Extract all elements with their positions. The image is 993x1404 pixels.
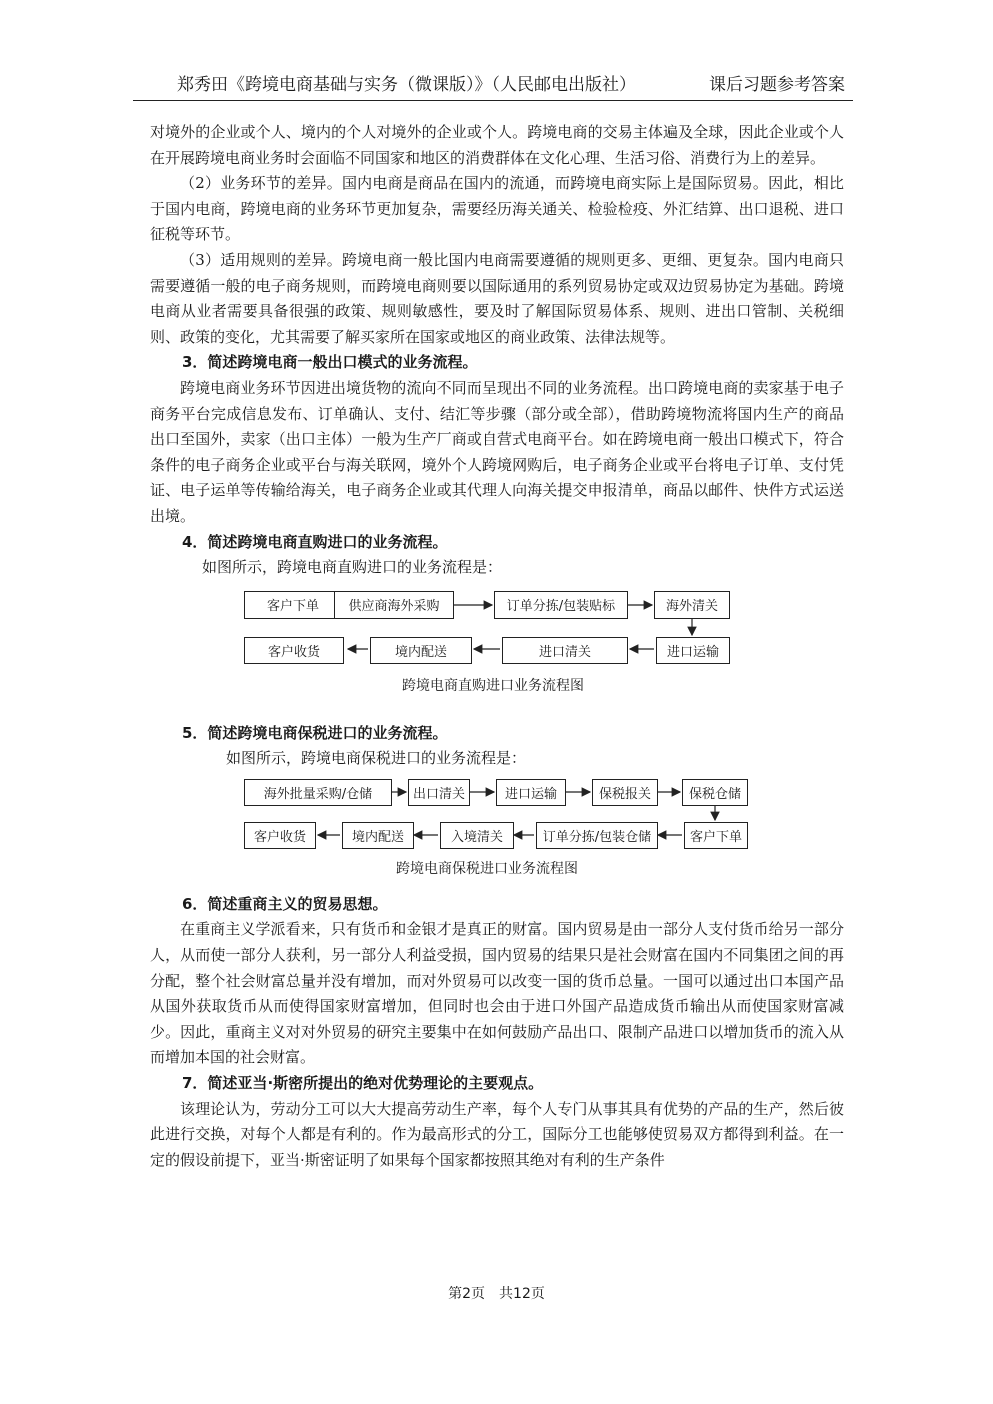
answer-4-lead: 如图所示，跨境电商直购进口的业务流程是：	[202, 558, 503, 577]
answer-5-lead: 如图所示，跨境电商保税进口的业务流程是：	[226, 749, 527, 768]
flow2-box-domestic-delivery: 境内配送	[342, 822, 414, 849]
flow1-box-domestic-delivery: 境内配送	[370, 637, 472, 664]
flow1-box-overseas-purchase: 供应商海外采购	[334, 591, 454, 619]
header-subtitle: 课后习题参考答案	[709, 75, 845, 95]
flow2-box-entry-clearance: 入境清关	[440, 822, 514, 849]
flow1-box-import-clearance: 进口清关	[502, 637, 628, 664]
page-content	[150, 120, 844, 1173]
flow2-box-order-sorting: 订单分拣/包装仓储	[536, 822, 658, 849]
answer-3: 跨境电商业务环节因进出境货物的流向不同而呈现出不同的业务流程。出口跨境电商的卖家基于电子商务平台完成信息发布、订单确认、支付、结汇等步骤（部分或全部），借助跨境物流将国内生产的商品出口至国外，卖家（出口主体）一般为生产厂商或自营式电商平台。如在跨境电商一般出口模式下，符合条件的电子商务企业或平台与海关联网，境外个人跨境网购后，电子商务企业或平台将电子订单、支付凭证、电子运单等传输给海关，电子商务企业或其代理人向海关提交申报清单，商品以邮件、快件方式运送出境。	[150, 378, 844, 525]
flow1-box-import-transport: 进口运输	[656, 637, 730, 664]
paragraph-2: （2）业务环节的差异。国内电商是商品在国内的流通，而跨境电商实际上是国际贸易。因此，相比于国内电商，跨境电商的业务环节更加复杂，需要经历海关通关、检验检疫、外汇结算、出口退税、进口征税等环节。	[150, 174, 844, 244]
direct-import-flowchart	[150, 581, 844, 721]
flow2-box-bulk-purchase: 海外批量采购/仓储	[244, 779, 392, 806]
answer-7: 该理论认为，劳动分工可以大大提高劳动生产率，每个人专门从事其具有优势的产品的生产，然后彼此进行交换，对每个人都是有利的。作为最高形式的分工，国际分工也能够使贸易双方都得到利益。在一定的假设前提下，亚当·斯密证明了如果每个国家都按照其绝对有利的生产条件	[150, 1099, 844, 1169]
flow1-box-customer-order: 客户下单	[244, 591, 342, 619]
flow1-box-overseas-clearance: 海外清关	[654, 591, 730, 619]
flow1-box-customer-receipt: 客户收货	[244, 637, 344, 664]
flow2-box-bonded-warehouse: 保税仓储	[682, 779, 748, 806]
flow2-box-customer-receipt: 客户收货	[244, 822, 316, 849]
paragraph-3: （3）适用规则的差异。跨境电商一般比国内电商需要遵循的规则更多、更细、更复杂。国内电商只需要遵循一般的电子商务规则，而跨境电商则要以国际通用的系列贸易协定或双边贸易协定为基础。跨境电商从业者需要具备很强的政策、规则敏感性，要及时了解国际贸易体系、规则、进出口管制、关税细则、政策的变化，尤其需要了解买家所在国家或地区的商业政策、法律法规等。	[150, 250, 844, 346]
flow2-box-import-transport: 进口运输	[496, 779, 566, 806]
question-4: 4．简述跨境电商直购进口的业务流程。	[182, 532, 448, 551]
flow2-box-bonded-declaration: 保税报关	[592, 779, 658, 806]
header-book-title: 郑秀田《跨境电商基础与实务（微课版）》（人民邮电出版社）	[177, 75, 636, 95]
flow2-box-export-clearance: 出口清关	[408, 779, 470, 806]
flow2-caption: 跨境电商保税进口业务流程图	[396, 860, 578, 877]
bonded-import-flowchart	[150, 772, 844, 892]
question-7: 7．简述亚当·斯密所提出的绝对优势理论的主要观点。	[182, 1074, 544, 1093]
paragraph-1: 对境外的企业或个人、境内的个人对境外的企业或个人。跨境电商的交易主体遍及全球，因此企业或个人在开展跨境电商业务时会面临不同国家和地区的消费群体在文化心理、生活习俗、消费行为上的差异。	[150, 123, 844, 167]
page-number: 第2页 共12页	[448, 1286, 545, 1302]
question-5: 5．简述跨境电商保税进口的业务流程。	[182, 723, 448, 742]
answer-6: 在重商主义学派看来，只有货币和金银才是真正的财富。国内贸易是由一部分人支付货币给另一部分人，从而使一部分人获利，另一部分人利益受损，国内贸易的结果只是社会财富在国内不同集团之间的再分配，整个社会财富总量并没有增加，而对外贸易可以改变一国的货币总量。一国可以通过出口本国产品从国外获取货币从而使得国家财富增加，但同时也会由于进口外国产品造成货币输出从而使国家财富减少。因此，重商主义对对外贸易的研究主要集中在如何鼓励产品出口、限制产品进口以增加货币的流入从而增加本国的社会财富。	[150, 920, 844, 1067]
flow1-box-order-sorting: 订单分拣/包装贴标	[494, 591, 628, 619]
question-3: 3．简述跨境电商一般出口模式的业务流程。	[182, 353, 478, 372]
flow2-box-customer-order: 客户下单	[684, 822, 748, 849]
question-6: 6．简述重商主义的贸易思想。	[182, 894, 388, 913]
page-header	[133, 70, 853, 101]
flow1-caption: 跨境电商直购进口业务流程图	[402, 677, 584, 694]
